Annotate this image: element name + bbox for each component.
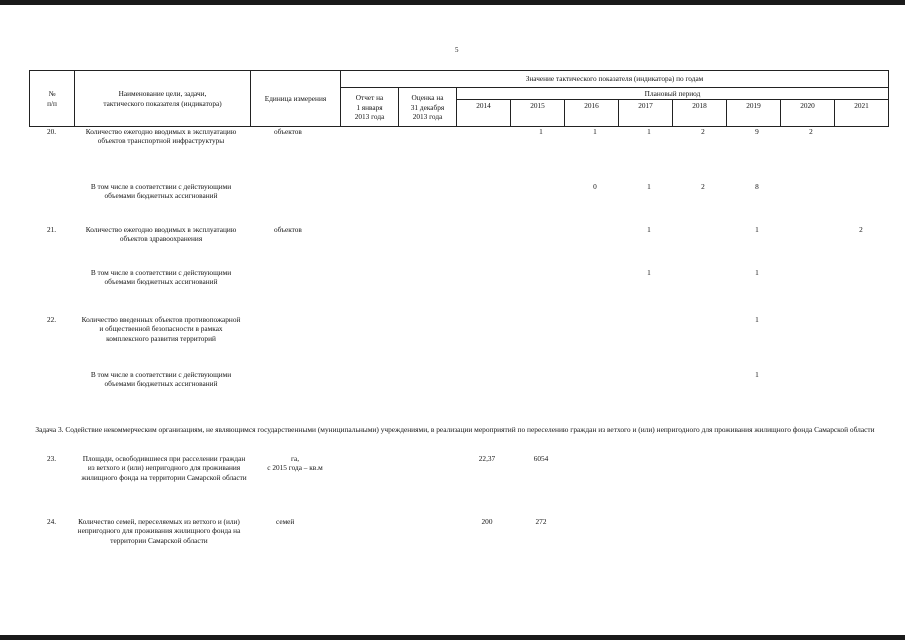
row-num: 24. bbox=[46, 517, 57, 526]
row-value: 1 bbox=[593, 127, 597, 136]
header-num bbox=[30, 71, 75, 127]
row-value: 8 bbox=[755, 182, 759, 191]
row-value: 2 bbox=[859, 225, 863, 234]
year-label: 2015 bbox=[530, 101, 545, 111]
year-label: 2021 bbox=[854, 101, 869, 111]
row-value: 2 bbox=[701, 127, 705, 136]
row-value: 2 bbox=[701, 182, 705, 191]
row-value: 22,37 bbox=[478, 454, 496, 463]
row-value: 1 bbox=[539, 127, 543, 136]
header-estimate bbox=[399, 88, 457, 127]
row-value: 9 bbox=[755, 127, 759, 136]
row-value: 1 bbox=[755, 225, 759, 234]
header-year-2020 bbox=[781, 100, 835, 127]
header-name bbox=[75, 71, 251, 127]
row-num: 22. bbox=[46, 315, 57, 324]
row-name: Площади, освободившиеся при расселении граждан из ветхого и (или) непригодного для проживания жилищного фонда на территории Самарской области bbox=[81, 454, 247, 482]
row-name: Количество ежегодно вводимых в эксплуатацию объектов здравоохранения bbox=[85, 225, 237, 244]
page-border-top bbox=[0, 0, 905, 5]
header-year-2015 bbox=[511, 100, 565, 127]
year-label: 2020 bbox=[800, 101, 815, 111]
year-label: 2017 bbox=[638, 101, 653, 111]
row-name: Количество семей, переселяемых из ветхого и (или) непригодного для проживания жилищного фонда на территории Самарской области bbox=[77, 517, 241, 545]
row-name: В том числе в соответствии с действующими объемами бюджетных ассигнований bbox=[90, 182, 232, 201]
row-value: 0 bbox=[593, 182, 597, 191]
header-report bbox=[341, 88, 399, 127]
row-value: 2 bbox=[809, 127, 813, 136]
row-name: Количество ежегодно вводимых в эксплуатацию объектов транспортной инфраструктуры bbox=[85, 127, 237, 146]
header-num-text: № п/п bbox=[47, 89, 57, 108]
header-unit bbox=[251, 71, 341, 127]
row-unit: семей bbox=[276, 517, 295, 526]
row-value: 272 bbox=[535, 517, 547, 526]
header-name-text: Наименование цели, задачи, тактического показателя (индикатора) bbox=[103, 89, 222, 108]
header-values-group-text: Значение тактического показателя (индикатора) по годам bbox=[525, 74, 704, 84]
row-unit: га, с 2015 года – кв.м bbox=[267, 454, 323, 473]
year-label: 2018 bbox=[692, 101, 707, 111]
row-unit: объектов bbox=[274, 225, 302, 234]
header-year-2019 bbox=[727, 100, 781, 127]
header-plan-period bbox=[457, 88, 889, 100]
header-values-group bbox=[341, 71, 889, 88]
task-3-heading: Задача 3. Содействие некоммерческим организациям, не являющимся государственными (муниципальными) учреждениями, в реализации мероприятий по переселению граждан из ветхого и (или) непригодного для проживания жилищного фонда Самарской области bbox=[35, 425, 875, 434]
row-num: 23. bbox=[46, 454, 57, 463]
header-unit-text: Единица измерения bbox=[264, 94, 327, 103]
header-estimate-text: Оценка на 31 декабря 2013 года bbox=[410, 93, 445, 121]
row-value: 1 bbox=[755, 268, 759, 277]
row-value: 1 bbox=[647, 268, 651, 277]
row-value: 1 bbox=[755, 370, 759, 379]
header-plan-period-text: Плановый период bbox=[644, 89, 701, 98]
row-value: 1 bbox=[755, 315, 759, 324]
row-value: 200 bbox=[481, 517, 493, 526]
row-num: 21. bbox=[46, 225, 57, 234]
row-value: 1 bbox=[647, 127, 651, 136]
row-value: 1 bbox=[647, 225, 651, 234]
row-name: В том числе в соответствии с действующими объемами бюджетных ассигнований bbox=[90, 370, 232, 389]
page-number: 5 bbox=[455, 46, 459, 54]
year-label: 2016 bbox=[584, 101, 599, 111]
indicator-table-header bbox=[29, 70, 889, 127]
row-name: В том числе в соответствии с действующими объемами бюджетных ассигнований bbox=[90, 268, 232, 287]
row-value: 1 bbox=[647, 182, 651, 191]
page-border-bottom bbox=[0, 635, 905, 640]
header-year-2014 bbox=[457, 100, 511, 127]
header-year-2021 bbox=[835, 100, 889, 127]
header-year-2017 bbox=[619, 100, 673, 127]
row-value: 6054 bbox=[533, 454, 549, 463]
year-label: 2019 bbox=[746, 101, 761, 111]
year-label: 2014 bbox=[476, 101, 491, 111]
header-year-2018 bbox=[673, 100, 727, 127]
row-unit: объектов bbox=[274, 127, 302, 136]
row-num: 20. bbox=[46, 127, 57, 136]
row-name: Количество введенных объектов противопожарной и общественной безопасности в рамках комплексного развития территорий bbox=[81, 315, 241, 343]
header-report-text: Отчет на 1 января 2013 года bbox=[354, 93, 385, 121]
header-year-2016 bbox=[565, 100, 619, 127]
